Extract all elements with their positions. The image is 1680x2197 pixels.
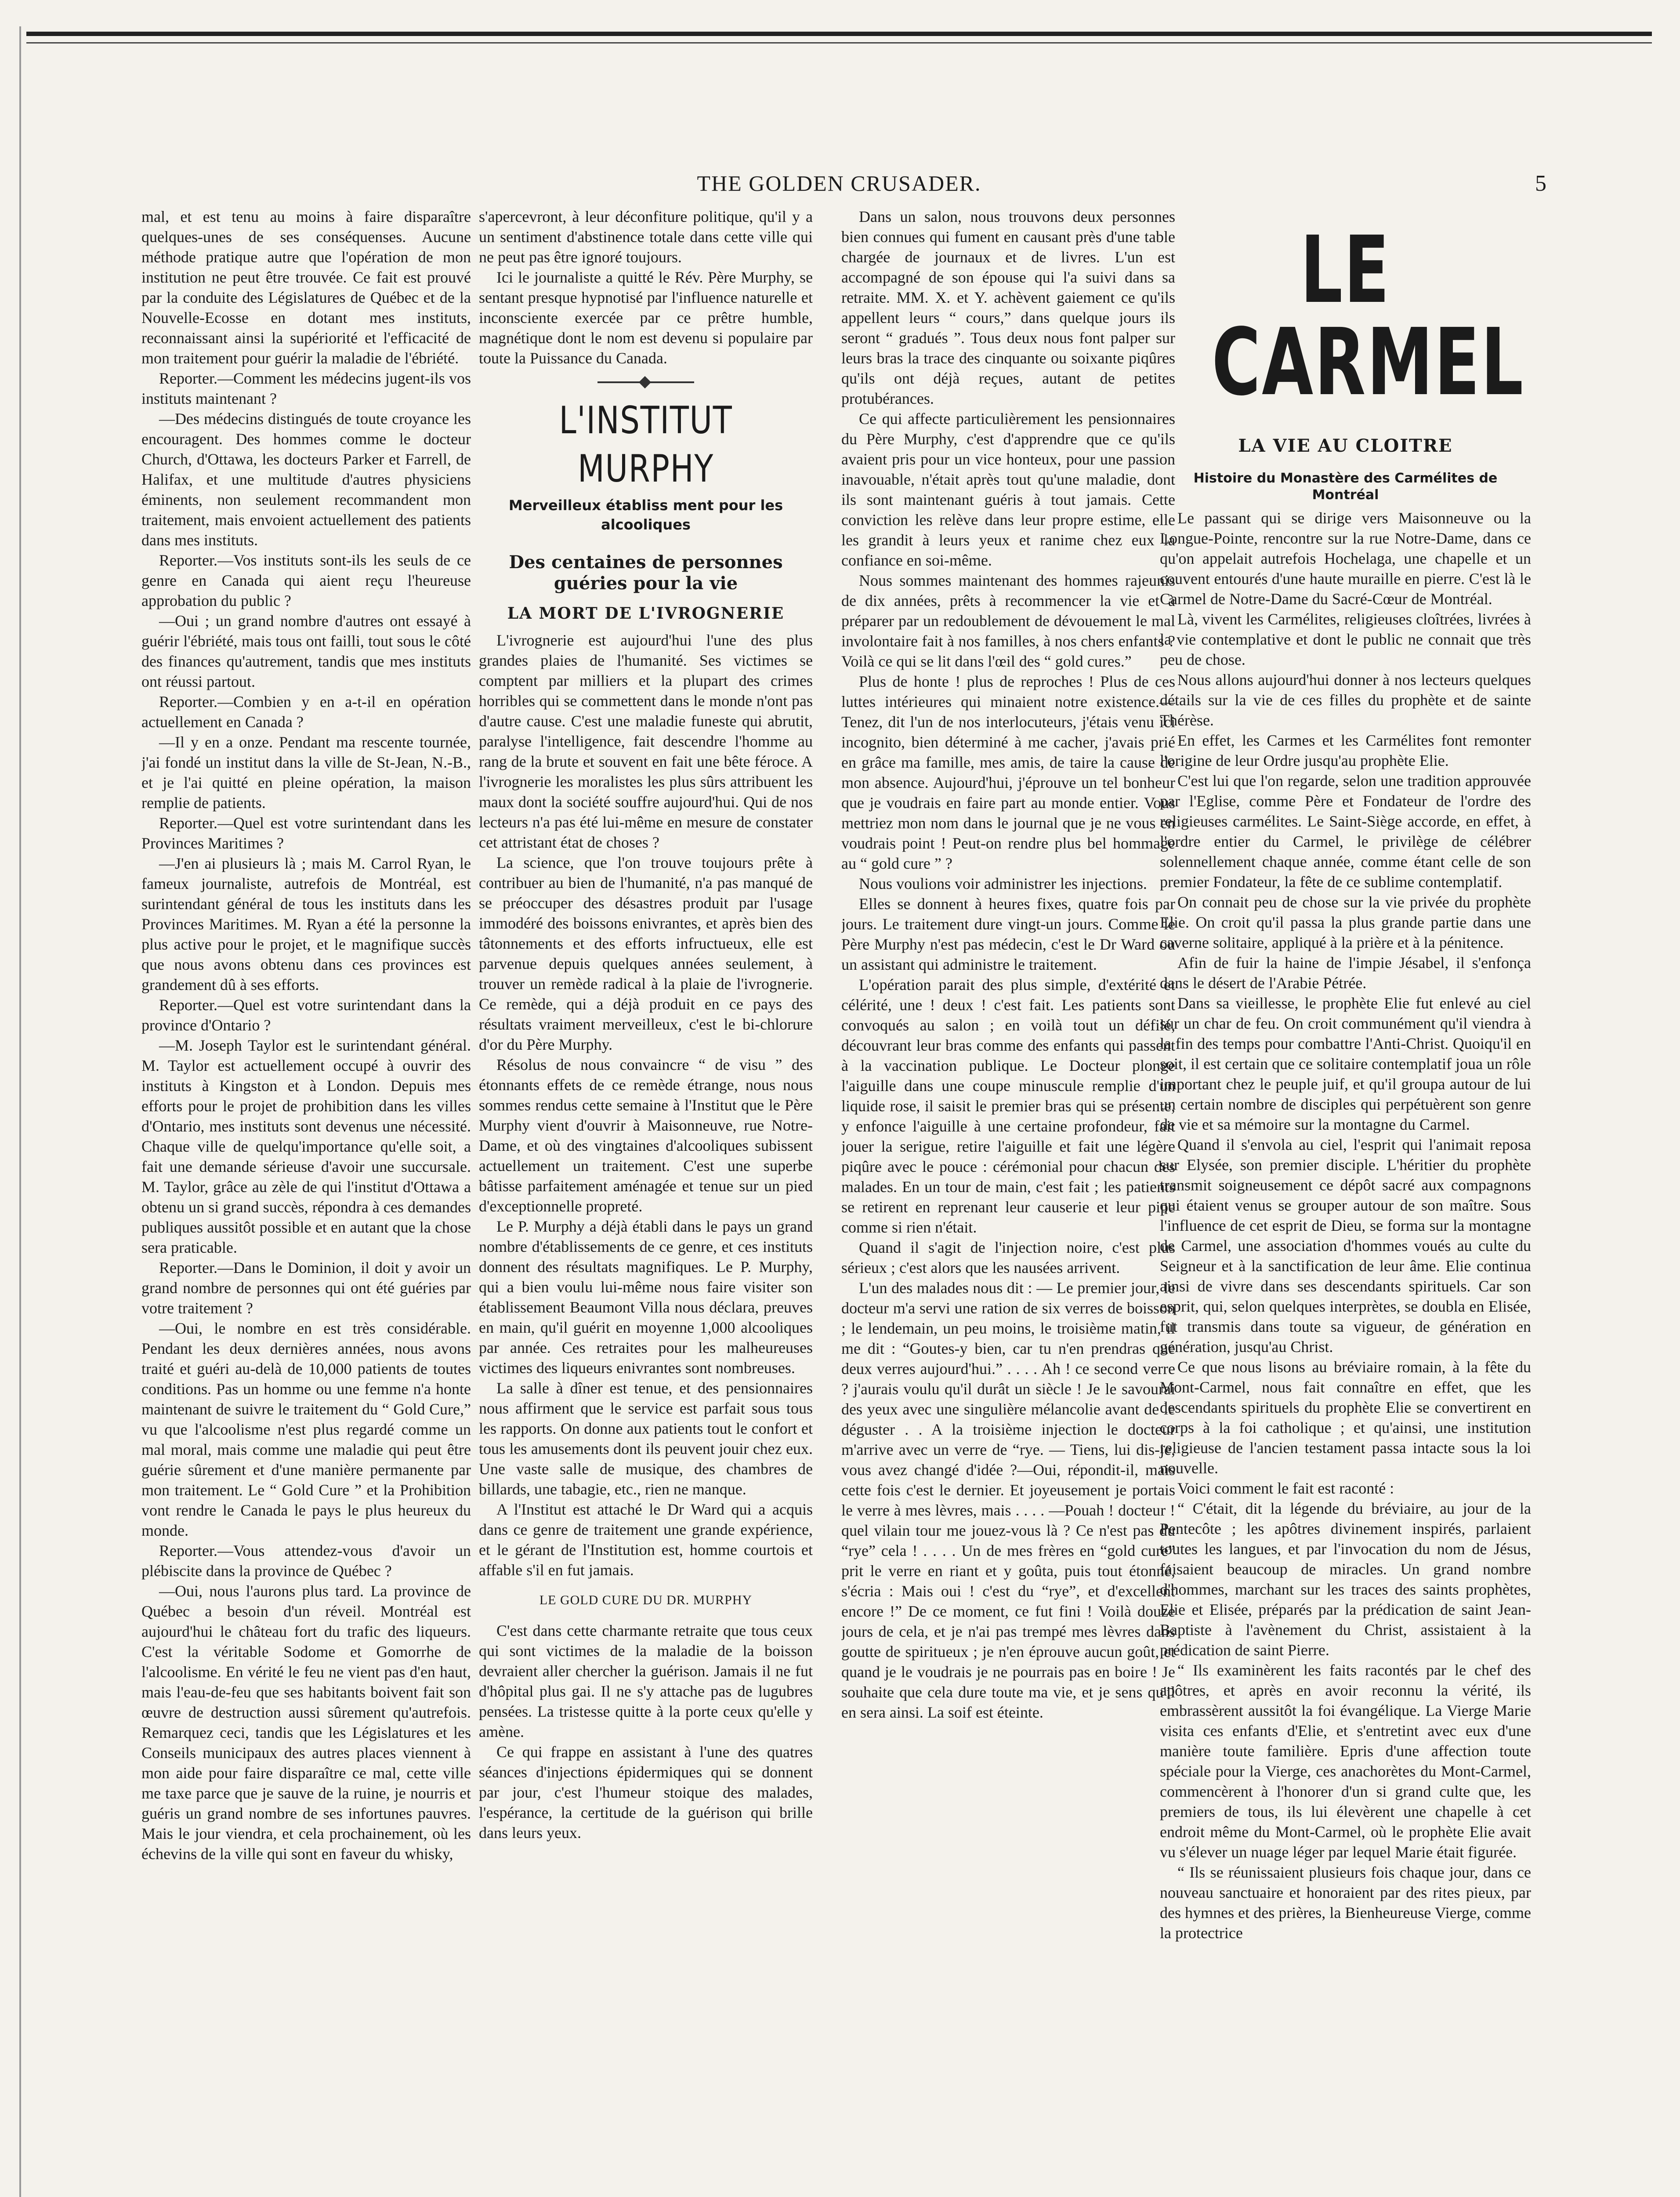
article-subtitle: LA VIE AU CLOITRE [1238,435,1453,456]
article-title-institut-murphy: L'INSTITUT MURPHY [559,399,733,491]
paragraph: Le passant qui se dirige vers Maisonneuve ou la Longue-Pointe, rencontre sur la rue Notre-Dame, dans ce qu'on appelait autrefois Hochelaga, une chapelle et un couvent entourés d'une haute muraille en pierre. C'est là le Carmel de Notre-Dame du Sacré-Cœur de Montréal. [1160,509,1531,608]
paragraph: mal, et est tenu au moins à faire disparaître quelques-unes de ses conséquenses. Aucune méthode pratique autre que l'opération de mon institution ne peut être trouvée. Ce fait est prouvé par la conduite des Législatures de Québec et de la Nouvelle-Ecosse en dotant mes instituts, reconnaissant ainsi la supériorité et l'efficacité de mon traitement pour guérir la maladie de l'ébriété. [141,208,471,367]
paragraph: En effet, les Carmes et les Carmélites font remonter l'origine de leur Ordre jusqu'au prophète Elie. [1160,732,1531,769]
paragraph: La salle à dîner est tenue, et des pensionnaires nous affirment que le service est parfait sous tous les rapports. On donne aux patients tout le confort et tous les amusements dont ils peuvent jouir chez eux. Une vaste salle de musique, des chambres de billards, une tabagie, etc., rien ne manque. [479,1379,813,1498]
paragraph: Reporter.—Vous attendez-vous d'avoir un plébiscite dans la province de Québec ? [141,1542,471,1580]
article-deck: Histoire du Monastère des Carmélites de Montréal [1193,471,1498,503]
paragraph: —J'en ai plusieurs là ; mais M. Carrol Ryan, le fameux journaliste, autrefois de Montréal, est surintendant général de tous les instituts dans les Provinces Maritimes. M. Ryan a été la personne la plus active pour le projet, et le magnifique succès que nous avons obtenu dans ces provinces est grandement dû à ses efforts. [141,855,471,993]
paragraph: —Il y en a onze. Pendant ma rescente tournée, j'ai fondé un institut dans la ville de St-Jean, N.-B., et je l'ai quitté en pleine opération, la maison remplie de patients. [141,733,471,812]
paragraph: —Oui ; un grand nombre d'autres ont essayé à guérir l'ébriété, mais tous ont failli, tout sous le côté des finances qu'autrement, tandis que mes instituts ont réussi partout. [141,612,471,690]
paragraph: “ C'était, dit la légende du bréviaire, au jour de la Pentecôte ; les apôtres divinement inspirés, parlaient toutes les langues, et par l'invocation du nom de Jésus, faisaient beaucoup de miracles. Un grand nombre d'hommes, marchant sur les traces des saints prophètes, Elie et Elisée, préparés par la prédication de saint Jean-Baptiste à l'avènement du Christ, assistaient à la prédication de saint Pierre. [1160,1500,1531,1659]
minor-heading: LE GOLD CURE DU DR. MURPHY [539,1593,753,1607]
column-1 [141,207,471,2197]
paragraph: L'ivrognerie est aujourd'hui l'une des plus grandes plaies de l'humanité. Ses victimes se comptent par milliers et la plupart des crimes horribles qui se commettent dans le monde n'ont pas d'autre cause. C'est une maladie funeste qui abrutit, paralyse l'intelligence, fait descendre l'homme au rang de la brute et souvent en fait une bête féroce. A l'ivrognerie les moralistes les plus sûrs attribuent les maux dont la société souffre aujourd'hui. Qui de nos lecteurs n'a pas été lui-même en mesure de constater cet attristant état de choses ? [479,631,813,851]
paragraph: Reporter.—Dans le Dominion, il doit y avoir un grand nombre de personnes qui ont été guéries par votre traitement ? [141,1259,471,1317]
paragraph: Nous voulions voir administrer les injections. [859,875,1147,892]
paragraph: Le P. Murphy a déjà établi dans le pays un grand nombre d'établissements de ce genre, et ces instituts donnent des résultats magnifiques. Le P. Murphy, qui a bien voulu lui-même nous faire visiter son établissement Beaumont Villa nous déclara, preuves en main, qu'il guérit en moyenne 1,000 alcooliques par année. Ces retraites pour les malheureuses victimes des liqueurs enivrantes sont nombreuses. [479,1218,813,1377]
paragraph: Reporter.—Quel est votre surintendant dans la province d'Ontario ? [141,996,471,1034]
top-rule [26,32,1652,36]
page-edge [19,26,21,2197]
paragraph: —Des médecins distingués de toute croyance les encouragent. Des hommes comme le docteur Church, d'Ottawa, les docteurs Parker et Farrell, de Halifax, et une multitude d'autres physiciens éminents, non seulement recommandent mon traitement, mais envoient actuellement des patients dans mes instituts. [141,410,471,549]
paragraph: Ce qui frappe en assistant à l'une des quatres séances d'injections épidermiques qui se donnent par jour, c'est l'humeur stoique des malades, l'espérance, la certitude de la guérison qui brille dans leurs yeux. [479,1743,813,1842]
paragraph: La science, que l'on trouve toujours prête à contribuer au bien de l'humanité, n'a pas manqué de se préoccuper des désastres produit par l'usage immodéré des boissons enivrantes, et après bien des tâtonnements et des efforts infructueux, elle est parvenue depuis quelques années seulement, à trouver un remède radical à la plaie de l'ivrognerie. Ce remède, qui a déjà produit en ce pays des résultats vraiment merveilleux, c'est le bi-chlorure d'or du Père Murphy. [479,854,813,1053]
running-title: THE GOLDEN CRUSADER. [697,171,981,196]
paragraph: Reporter.—Comment les médecins jugent-ils vos instituts maintenant ? [141,370,471,407]
paragraph: L'opération parait des plus simple, d'extérité et célérité, une ! deux ! c'est fait. Les patients sont convoqués au salon ; en voilà tout un défilé, découvrant leur bras comme des enfants qui passent à la vaccination publique. Le Docteur plonge l'aiguille dans une coupe minuscule remplie d'un liquide rose, il saisit le premier bras qui se présente, y enfonce l'aiguille à une certaine profondeur, fait jouer la serigue, retire l'aiguille et fait une légère piqûre avec le pouce : cérémonial pour chacun des malades. En un tour de main, c'est fait ; les patients se retirent en reprenant leur causerie et leur pipe comme si rien n'était. [841,976,1175,1236]
paragraph: A l'Institut est attaché le Dr Ward qui a acquis dans ce genre de traitement une grande expérience, et le gérant de l'Institution est, homme courtois et affable s'il en fut jamais. [479,1501,813,1579]
column-2 [479,207,813,2197]
paragraph: Résolus de nous convaincre “ de visu ” des étonnants effets de ce remède étrange, nous nous sommes rendus cette semaine à l'Institut que le Père Murphy vient d'ouvrir à Maisonneuve, rue Notre-Dame, et où des vingtaines d'alcooliques subissent actuellement un traitement. C'est une superbe bâtisse parfaitement aménagée et tenue sur un pied d'exceptionnelle propreté. [479,1056,813,1215]
paragraph: Ici le journaliste a quitté le Rév. Père Murphy, se sentant presque hypnotisé par l'influence naturelle et inconsciente exercée par ce prêtre humble, magnétique dont le nom est devenu si populaire par toute la Puissance du Canada. [479,268,813,367]
paragraph: L'un des malades nous dit : — Le premier jour, le docteur m'a servi une ration de six verres de boisson ; le lendemain, un peu moins, le troisième matin, il me dit : “Goutes-y bien, car tu n'en prendras que deux verres aujourd'hui.” . . . . Ah ! ce second verre ? j'aurais voulu qu'il durât un siècle ! Je le savourai des yeux avec une singulière mélancolie avant de le déguster . . A la troisième injection le docteur m'arrive avec un verre de “rye. — Tiens, lui dis-je, vous avez changé d'idée ?—Oui, répondit-il, mais cette fois c'est le dernier. Et joyeusement je portais le verre à mes lèvres, mais . . . . —Pouah ! docteur ! quel vilain tour me jouez-vous là ? Ce n'est pas du “rye” cela ! . . . . Un de mes frères en “gold cure” prit le verre en riant et y goûta, puis tout étonné, s'écria : Mais oui ! c'est du “rye”, et d'excellent encore !” De ce moment, ce fut fini ! Voilà douze jours de cela, et je n'ai pas trempé mes lèvres dans goutte de spiritueux ; je n'en éprouve aucun goût, et quand je le voudrais je ne pourrais pas en boire ! Je souhaite que cela dure toute ma vie, et je sens qu'il en sera ainsi. La soif est éteinte. [841,1279,1175,1721]
section-heading: LA MORT DE L'IVROGNERIE [507,604,785,623]
article-title-le-carmel: LE CARMEL [1212,216,1525,416]
paragraph: Plus de honte ! plus de reproches ! Plus de ces luttes intérieures qui minaient notre existence.—Tenez, dit l'un de nos interlocuteurs, j'étais venu ici incognito, bien déterminé à me cacher, j'avais prié en grâce ma famille, mes amis, de taire la cause de mon absence. Aujourd'hui, j'éprouve un tel bonheur que je voudrais en faire part au monde entier. Vous mettriez mon nom dans le journal que je ne vous en voudrais point ! Peut-on rendre plus bel hommage au “ gold cure ” ? [841,673,1175,872]
top-rule-thin [26,42,1652,44]
article-subtitle: Merveilleux établiss ment pour les alcooliques [508,497,783,533]
page-number: 5 [1535,171,1546,196]
paragraph: On connait peu de chose sur la vie privée du prophète Elie. On croit qu'il passa la plus grande partie dans une caverne solitaire, appliqué à la prière et à la pénitence. [1160,893,1531,951]
paragraph: Nous sommes maintenant des hommes rajeunis de dix années, prêts à recommencer la vie et à préparer par un redoublement de dévouement le mal involontaire fait à nos familles, à nos chers enfants ? Voilà ce qui se lit dans l'œil des “ gold cures.” [841,572,1175,670]
paragraph: Ce qui affecte particulièrement les pensionnaires du Père Murphy, c'est d'apprendre que ce qu'ils avaient pris pour un vice honteux, pour une passion inavouable, n'était après tout qu'une maladie, dont ils sont maintenant guéris à tout jamais. Cette conviction les relève dans leur propre estime, elle les grandit à leurs yeux et ranime chez eux la confiance en soi-même. [841,410,1175,569]
article-deck: Des centaines de personnes guéries pour la vie [509,552,783,594]
paragraph: s'apercevront, à leur déconfiture politique, qu'il y a un sentiment d'abstinence totale dans cette ville qui ne peut pas être ignoré toujours. [479,208,813,266]
ornamental-divider [597,381,694,383]
paragraph: Là, vivent les Carmélites, religieuses cloîtrées, livrées à la vie contemplative et dont le public ne connait que très peu de chose. [1160,610,1531,668]
paragraph: “ Ils examinèrent les faits racontés par le chef des apôtres, et après en avoir reconnu la vérité, ils embrassèrent aussitôt la foi évangélique. La Vierge Marie visita ces enfants d'Elie, et s'entretint avec eux d'une manière toute familière. Epris d'une affection toute spéciale pour la Vierge, ces anachorètes du Mont-Carmel, commencèrent à l'honorer d'un si grand culte que, les premiers de tous, ils lui élevèrent une chapelle à cet endroit même du Mont-Carmel, où le prophète Elie avait vu s'élever un nuage léger par lequel Marie était figurée. [1160,1661,1531,1861]
paragraph: Afin de fuir la haine de l'impie Jésabel, il s'enfonça dans le désert de l'Arabie Pétrée. [1160,954,1531,992]
paragraph: —M. Joseph Taylor est le surintendant général. M. Taylor est actuellement occupé à ouvrir des instituts à Kingston et à London. Depuis mes efforts pour le projet de prohibition dans les villes d'Ontario, mes instituts sont devenus une nécessité. Chaque ville de quelqu'importance qu'elle soit, a fait une demande sérieuse d'avoir une succursale. M. Taylor, grâce au zèle de qui l'institut d'Ottawa a obtenu un si grand succès, répondra à ces demandes publiques aussitôt possible et en autant que la chose sera praticable. [141,1037,471,1256]
paragraph: Dans sa vieillesse, le prophète Elie fut enlevé au ciel sur un char de feu. On croit communément qu'il viendra à la fin des temps pour combattre l'Anti-Christ. Quoiqu'il en soit, il est certain que ce solitaire contemplatif joua un rôle important chez le peuple juif, et qu'il groupa autour de lui un certain nombre de disciples qui perpétuèrent son genre de vie et sa mémoire sur la montagne du Carmel. [1160,994,1531,1133]
paragraph: C'est lui que l'on regarde, selon une tradition approuvée par l'Eglise, comme Père et Fondateur de l'ordre des religieuses carmélites. Le Saint-Siège accorde, en effet, à l'ordre entier du Carmel, le privilège de célébrer solennellement chaque année, comme étant celle de son premier Fondateur, la fête de ce sublime contemplatif. [1160,772,1531,891]
paragraph: “ Ils se réunissaient plusieurs fois chaque jour, dans ce nouveau sanctuaire et honoraient par des rites pieux, par des hymnes et des prières, la Bienheureuse Vierge, comme la protectrice [1160,1863,1531,1942]
paragraph: Voici comment le fait est raconté : [1177,1479,1394,1497]
paragraph: Reporter.—Vos instituts sont-ils les seuls de ce genre en Canada qui aient reçu l'heureuse approbation du public ? [141,551,471,609]
page-header [132,170,1546,206]
paragraph: Reporter.—Quel est votre surintendant dans les Provinces Maritimes ? [141,814,471,852]
paragraph: Dans un salon, nous trouvons deux personnes bien connues qui fument en causant près d'une table chargée de journaux et de livres. L'un est accompagné de son épouse qui l'a suivi dans sa retraite. MM. X. et Y. achèvent gaiement ce qu'ils appellent leurs “ cours,” dans quelque jours ils seront “ gradués ”. Tous deux nous font palper sur leurs bras la trace des cinquante ou soixante piqûres qu'ils ont déjà reçues, autant de petites protubérances. [841,208,1175,407]
paragraph: Quand il s'envola au ciel, l'esprit qui l'animait reposa sur Elysée, son premier disciple. L'héritier du prophète transmit soigneusement ce dépôt sacré aux compagnons qui étaient venus se grouper autour de son maître. Sous l'influence de cet esprit de Dieu, se forma sur la montagne de Carmel, une association d'hommes voués au culte du Seigneur et à la sanctification de leur âme. Elie continua ainsi de vivre dans ses descendants spirituels. Car son esprit, qui, selon quelques interprètes, se doubla en Elisée, fut transmis dans toute sa vigueur, de génération en génération, jusqu'au Christ. [1160,1136,1531,1356]
column-4 [1160,207,1531,2197]
paragraph: Reporter.—Combien y en a-t-il en opération actuellement en Canada ? [141,693,471,731]
paragraph: Ce que nous lisons au bréviaire romain, à la fête du Mont-Carmel, nous fait connaître en effet, que les descendants spirituels du prophète Elie se convertirent en corps à la foi catholique ; et qu'ainsi, une institution religieuse de l'ancien testament passa intacte sous la loi nouvelle. [1160,1358,1531,1477]
paragraph: C'est dans cette charmante retraite que tous ceux qui sont victimes de la maladie de la boisson devraient aller chercher la guérison. Jamais il ne fut d'hôpital plus gai. Il ne s'y attache pas de lugubres pensées. La tristesse quitte à la porte ceux qu'elle y amène. [479,1622,813,1740]
paragraph: Quand il s'agit de l'injection noire, c'est plus sérieux ; c'est alors que les nausées arrivent. [841,1239,1175,1276]
column-3 [841,207,1175,2197]
paragraph: Elles se donnent à heures fixes, quatre fois par jours. Le traitement dure vingt-un jours. Comme le Père Murphy n'est pas médecin, c'est le Dr Ward ou un assistant qui administre le traitement. [841,895,1175,973]
paragraph: —Oui, nous l'aurons plus tard. La province de Québec a besoin d'un réveil. Montréal est aujourd'hui le château fort du trafic des liqueurs. C'est la véritable Sodome et Gomorrhe de l'alcoolisme. En vérité le feu ne vient pas d'en haut, mais l'eau-de-feu que ses habitants boivent fait son œuvre de destruction aussi sûrement qu'autrefois. Remarquez ceci, tandis que les Législatures et les Conseils municipaux des autres places viennent à mon aide pour faire disparaître ce mal, cette ville me taxe parce que je sauve de la ruine, je nourris et guéris un grand nombre de ses infortunes pauvres. Mais le jour viendra, et cela prochainement, où les échevins de la ville qui sont en faveur du whisky, [141,1582,471,1863]
paragraph: Nous allons aujourd'hui donner à nos lecteurs quelques détails sur la vie de ces filles du prophète et de sainte Thérèse. [1160,671,1531,729]
paragraph: —Oui, le nombre en est très considérable. Pendant les deux dernières années, nous avons traité et guéri au-delà de 10,000 patients de toutes conditions. Pas un homme ou une femme n'a honte maintenant de suivre le traitement du “ Gold Cure,” vu que l'alcoolisme n'est plus regardé comme un mal moral, mais comme une maladie qui peut être guérie sûrement et d'une manière permanente par mon traitement. Le “ Gold Cure ” et la Prohibition vont rendre le Canada le pays le plus heureux du monde. [141,1320,471,1539]
